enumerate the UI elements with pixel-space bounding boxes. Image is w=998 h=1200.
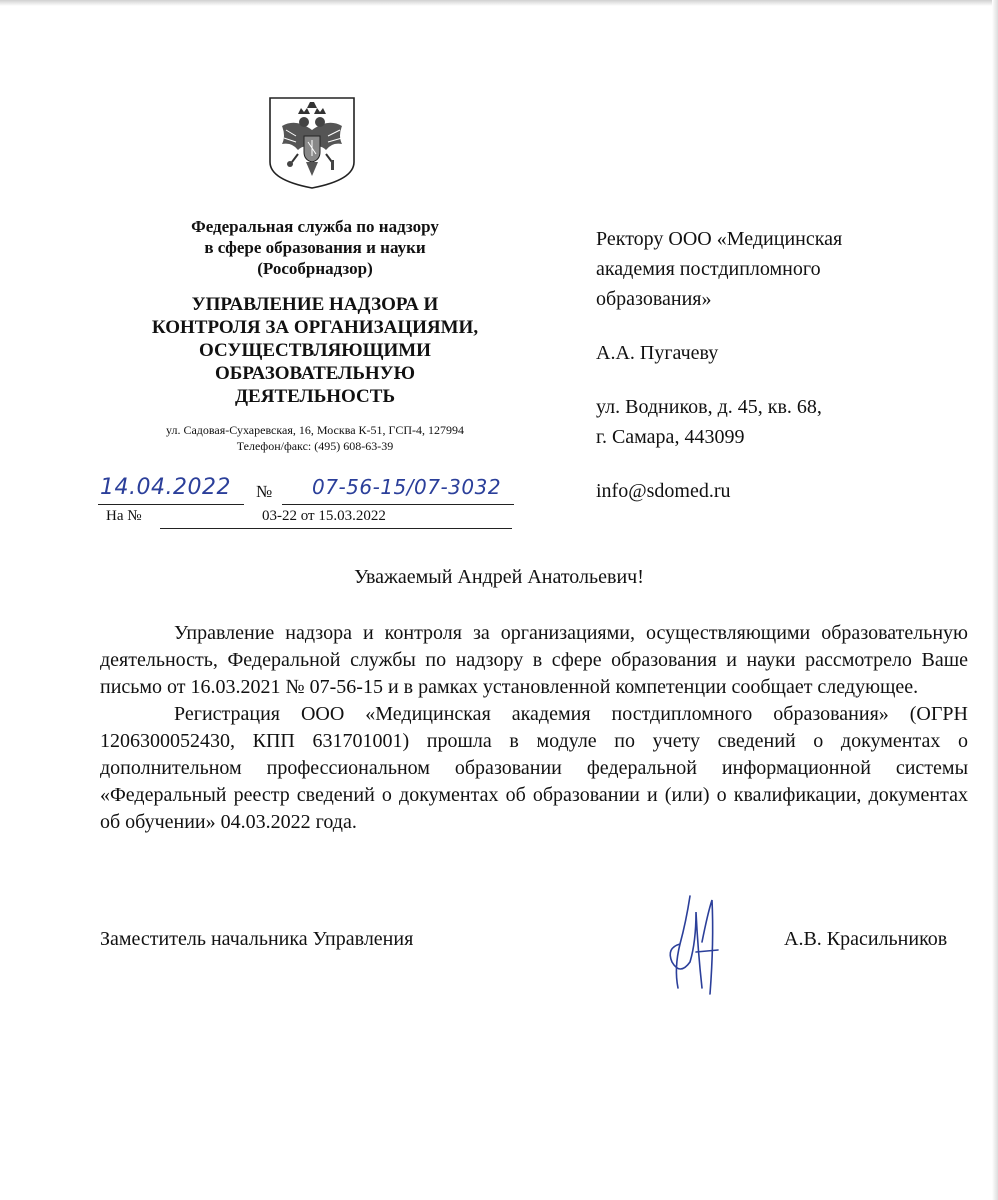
signature-icon (656, 892, 728, 1002)
number-underline (282, 504, 514, 505)
handwritten-date: 14.04.2022 (100, 475, 231, 500)
division-line: ДЕЯТЕЛЬНОСТЬ (234, 386, 396, 407)
recipient-block (596, 224, 976, 506)
reference-value: 03-22 от 15.03.2022 (262, 508, 386, 524)
handwritten-number: 07-56-15/07-3032 (312, 475, 502, 499)
coat-of-arms-icon (268, 96, 356, 190)
division-name (110, 293, 520, 408)
letter-body (100, 620, 968, 836)
scan-shadow-top (0, 0, 998, 6)
sender-address (110, 422, 520, 454)
body-paragraph: Управление надзора и контроля за организациями, осуществляющими образовательную деятельность, Федеральной службы по надзору в сфере образования и науки рассмотрело Ваше письмо от 16.03.2021 № 07-56-15 и в рамках установленной компетенции сообщает следующее. (100, 622, 968, 698)
agency-name (110, 216, 520, 279)
body-paragraph: Регистрация ООО «Медицинская академия постдипломного образования» (ОГРН 1206300052430, КПП 631701001) прошла в модуле по учету сведений о документах о дополнительном профессиональном образовании федеральной информационной системы «Федеральный реестр сведений о документах об образовании и (или) о квалификации, документах об обучении» 04.03.2022 года. (100, 703, 968, 833)
recipient-email: info@sdomed.ru (596, 480, 731, 502)
agency-line: Федеральная служба по надзору (191, 217, 439, 236)
recipient-line: образования» (596, 288, 712, 310)
scan-shadow-right (992, 0, 998, 1200)
phone-line: Телефон/факс: (495) 608-63-39 (236, 439, 394, 453)
division-line: УПРАВЛЕНИЕ НАДЗОРА И (191, 294, 439, 315)
reference-label: На № (106, 508, 142, 524)
greeting: Уважаемый Андрей Анатольевич! (354, 566, 644, 588)
sender-block (110, 216, 520, 454)
signatory-title: Заместитель начальника Управления (100, 928, 414, 950)
date-underline (98, 504, 244, 505)
recipient-address-line: г. Самара, 443099 (596, 426, 745, 448)
division-line: ОСУЩЕСТВЛЯЮЩИМИ (199, 340, 431, 361)
recipient-name: А.А. Пугачеву (596, 342, 719, 364)
reference-underline (160, 528, 512, 529)
division-line: КОНТРОЛЯ ЗА ОРГАНИЗАЦИЯМИ, (151, 317, 479, 338)
number-label: № (256, 482, 273, 501)
signatory-name: А.В. Красильников (784, 928, 948, 950)
agency-line: в сфере образования и науки (204, 238, 426, 257)
recipient-address-line: ул. Водников, д. 45, кв. 68, (596, 396, 822, 418)
recipient-line: Ректору ООО «Медицинская (596, 228, 843, 250)
recipient-line: академия постдипломного (596, 258, 821, 280)
agency-line: (Рособрнадзор) (257, 259, 373, 278)
division-line: ОБРАЗОВАТЕЛЬНУЮ (214, 363, 416, 384)
address-line: ул. Садовая-Сухаревская, 16, Москва К-51, ГСП-4, 127994 (166, 423, 464, 437)
